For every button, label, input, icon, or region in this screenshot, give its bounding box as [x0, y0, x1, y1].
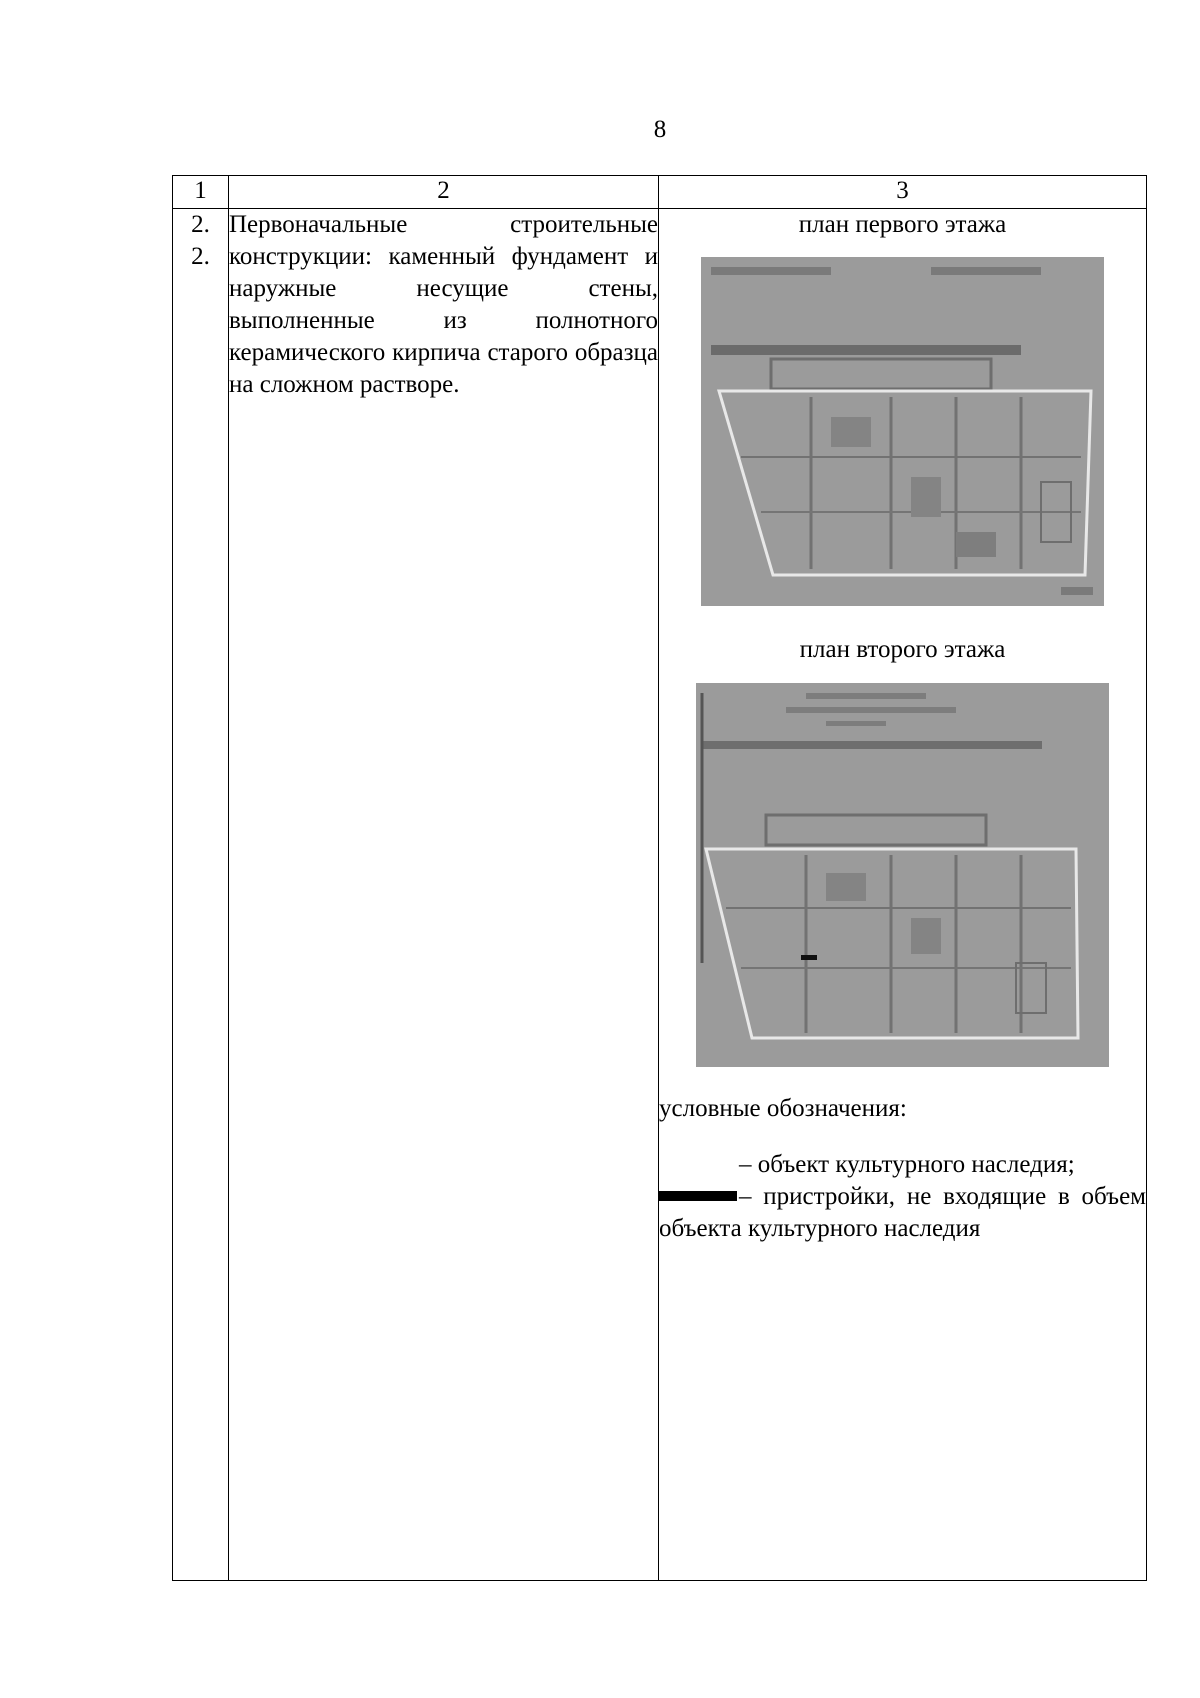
first-floor-plan-image — [701, 257, 1104, 606]
page-number: 8 — [653, 116, 667, 143]
legend-item-heritage — [659, 1149, 1146, 1181]
row-number-cell — [173, 209, 229, 1581]
row-number-line-1: 2. — [191, 211, 210, 238]
header-cell-1: 1 — [173, 176, 229, 209]
description-text: Первоначальные строительные конструкции: каменный фундамент и наружные несущие стены, выполненные из полнотного керамического кирпича старого образца на сложном растворе. — [229, 211, 658, 398]
legend-item-annexes — [659, 1181, 1146, 1245]
header-cell-3: 3 — [659, 176, 1147, 209]
description-cell — [229, 209, 659, 1581]
row-number-line-2: 2. — [191, 243, 210, 270]
first-floor-plan-caption: план первого этажа — [798, 211, 1007, 238]
legend-annexes-text: – пристройки, не входящие в объем объекта культурного наследия — [659, 1183, 1146, 1242]
table-row — [173, 209, 1147, 1581]
table-header-row — [173, 176, 1147, 209]
objects-table — [172, 175, 1147, 1581]
second-floor-plan-caption: план второго этажа — [799, 636, 1006, 663]
plans-cell — [659, 209, 1147, 1581]
first-floor-plan-drawing — [701, 257, 1104, 606]
legend-heritage-text: – объект культурного наследия; — [739, 1151, 1075, 1178]
legend-heritage-swatch — [659, 1162, 739, 1172]
second-floor-plan-drawing — [696, 683, 1109, 1067]
second-floor-plan-image — [696, 683, 1109, 1067]
legend-title: условные обозначения: — [659, 1095, 907, 1122]
header-cell-2: 2 — [229, 176, 659, 209]
legend-annexes-swatch — [659, 1191, 737, 1201]
